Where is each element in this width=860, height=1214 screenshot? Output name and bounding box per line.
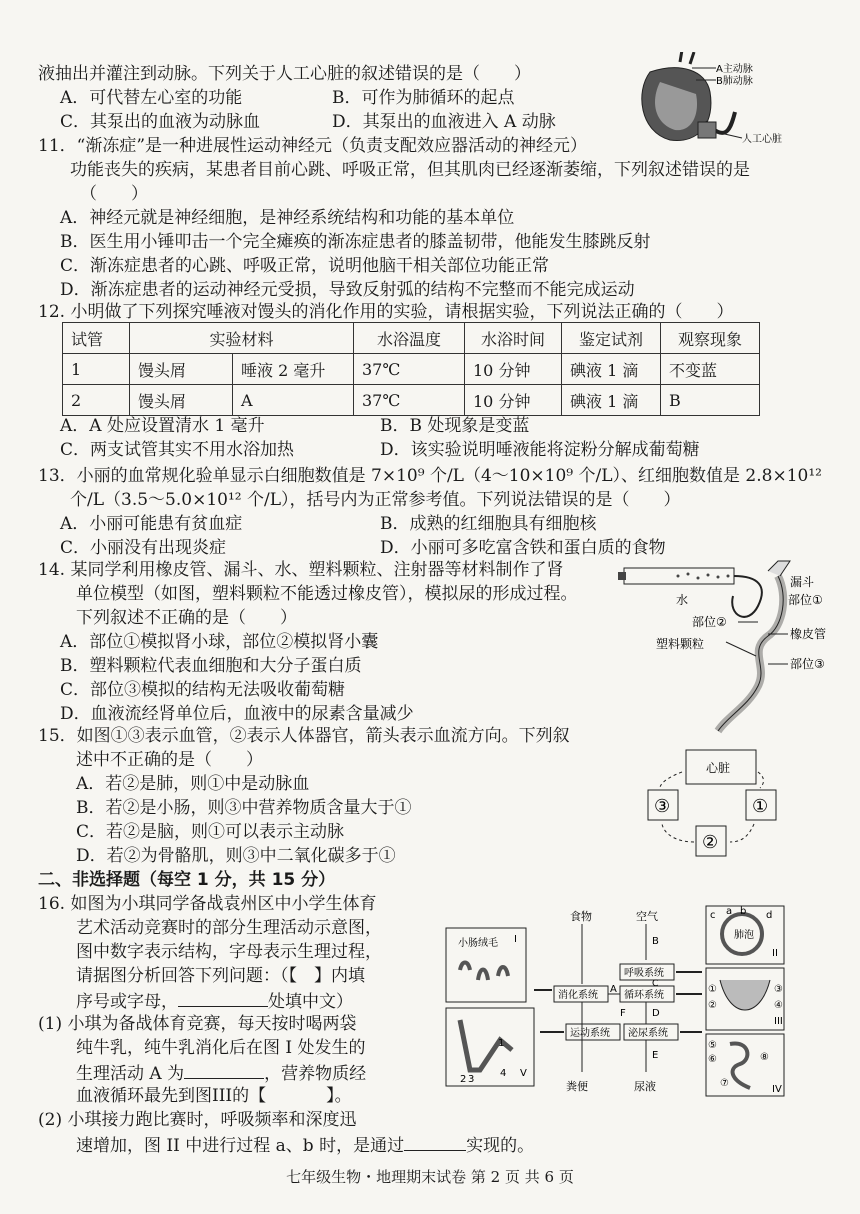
q16-2-line-1: (2) 小琪接力跑比赛时，呼吸频率和深度迅	[38, 1110, 357, 1130]
label-part-2: 部位②	[692, 615, 727, 629]
q16-stem-5	[76, 988, 353, 1014]
q16-1-line-4a: 血液循环最先到图III的【	[76, 1086, 267, 1106]
q16-2-line-2b: 实现的。	[466, 1136, 535, 1156]
q11-option-c: C．渐冻症患者的心跳、呼吸正常，说明他脑干相关部位功能正常	[60, 256, 550, 276]
q10-option-c: C．其泵出的血液为动脉血	[60, 112, 261, 132]
box-urinary: 泌尿系统	[628, 1028, 668, 1039]
letter-C: C	[652, 979, 659, 989]
label-rubber-tube: 橡皮管	[790, 627, 827, 641]
q12-stem: 12. 小明做了下列探究唾液对馒头的消化作用的实验，请根据实验，下列说法正确的（ ）	[38, 302, 734, 322]
roman-III: III	[774, 1016, 783, 1027]
q15-option-a: A．若②是肺，则①中是动脉血	[76, 774, 310, 794]
q10-option-d: D．其泵出的血液进入 A 动脉	[332, 112, 556, 132]
num-circle-8: ⑧	[760, 1052, 769, 1063]
blood-circulation-figure	[636, 742, 812, 872]
num-circle-3: ③	[774, 984, 783, 995]
label-part-1: 部位①	[788, 593, 823, 607]
physiology-diagram-figure	[440, 900, 830, 1150]
q15-stem-2: 述中不正确的是（ ）	[76, 750, 263, 770]
q12-option-a: A．A 处应设置清水 1 毫升	[60, 416, 265, 436]
letter-E: E	[652, 1050, 659, 1061]
q11-stem-1: 11．“渐冻症”是一种进展性运动神经元（负责支配效应器活动的神经元）	[38, 136, 588, 156]
roman-IV: IV	[772, 1084, 782, 1095]
label-urine: 尿液	[634, 1080, 656, 1093]
q13-option-a: A．小丽可能患有贫血症	[60, 514, 243, 534]
num-circle-4: ④	[774, 1000, 783, 1011]
table-row	[63, 354, 760, 385]
q10-option-a: A．可代替左心室的功能	[60, 88, 243, 108]
q14-stem-2: 单位模型（如图，塑料颗粒不能透过橡皮管），模拟尿的形成过程。	[76, 584, 578, 604]
letter-a: a	[726, 906, 733, 917]
answer-blank-1[interactable]	[184, 1060, 264, 1079]
table-cell: 10 分钟	[465, 354, 562, 385]
artificial-heart-figure	[630, 52, 820, 152]
num-circle-6: ⑥	[708, 1054, 717, 1065]
q15-stem-1: 15．如图①③表示血管，②表示人体器官，箭头表示血流方向。下列叙	[38, 726, 570, 746]
table-header-row	[63, 323, 760, 354]
num-circle-7: ⑦	[720, 1078, 729, 1089]
q14-option-a: A．部位①模拟肾小球，部位②模拟肾小囊	[60, 632, 379, 652]
q16-1-line-1: (1) 小琪为备战体育竞赛，每天按时喝两袋	[38, 1014, 357, 1034]
q13-option-b: B．成熟的红细胞具有细胞核	[380, 514, 597, 534]
table-cell: A	[233, 385, 354, 416]
label-plastic-particles: 塑料颗粒	[656, 637, 705, 651]
label-b-pulmonary-artery: B肺动脉	[716, 76, 753, 87]
label-heart: 心脏	[706, 761, 731, 775]
q16-stem-4: 请据图分析回答下列问题：（【 】内填	[76, 966, 365, 986]
q11-stem-2: 功能丧失的疾病，某患者目前心跳、呼吸正常，但其肌肉已经逐渐萎缩，下列叙述错误的是	[70, 160, 750, 180]
table-cell: 唾液 2 毫升	[233, 354, 354, 385]
label-alveolus: 肺泡	[734, 930, 754, 941]
label-circle-1: ①	[752, 796, 769, 817]
letter-b: b	[740, 906, 747, 917]
q16-1-line-4	[76, 1084, 352, 1108]
table-row	[63, 385, 760, 416]
table-cell: 不变蓝	[661, 354, 760, 385]
roman-I: I	[514, 934, 517, 945]
label-circle-2: ②	[702, 832, 719, 853]
table-cell: 馒头屑	[130, 354, 233, 385]
nephron-model-figure	[618, 556, 830, 736]
num-2: 2	[460, 1074, 467, 1085]
table-cell: B	[661, 385, 760, 416]
label-a-aorta: A主动脉	[716, 64, 753, 75]
q12-option-d: D．该实验说明唾液能将淀粉分解成葡萄糖	[380, 440, 700, 460]
table-cell: 2	[63, 385, 130, 416]
label-water: 水	[676, 593, 689, 607]
letter-A: A	[610, 984, 617, 995]
box-respiratory: 呼吸系统	[624, 968, 664, 979]
q14-stem-1: 14. 某同学利用橡皮管、漏斗、水、塑料颗粒、注射器等材料制作了肾	[38, 560, 564, 580]
q16-1-line-2: 纯牛乳，纯牛乳消化后在图 I 处发生的	[76, 1038, 366, 1058]
q16-1-line-3	[76, 1060, 366, 1086]
num-circle-2: ②	[708, 1000, 717, 1011]
page-footer: 七年级生物・地理期末试卷 第 2 页 共 6 页	[286, 1168, 574, 1186]
table-header: 鉴定试剂	[562, 323, 661, 354]
num-3: 3	[468, 1074, 475, 1085]
q16-stem-5b: 处填中文）	[268, 992, 353, 1012]
q11-option-b: B．医生用小锤叩击一个完全瘫痪的渐冻症患者的膝盖韧带，他能发生膝跳反射	[60, 232, 651, 252]
label-part-3: 部位③	[790, 657, 825, 671]
q13-stem-2: 个/L（3.5～5.0×10¹² 个/L），括号内为正常参考值。下列说法错误的是（ ）	[70, 490, 681, 510]
num-circle-5: ⑤	[708, 1040, 717, 1051]
q16-1-line-3a: 生理活动 A 为	[76, 1064, 185, 1084]
letter-d: d	[766, 910, 773, 921]
table-header: 观察现象	[661, 323, 760, 354]
q12-option-c: C．两支试管其实不用水浴加热	[60, 440, 295, 460]
q16-stem-3: 图中数字表示结构，字母表示生理过程，	[76, 942, 382, 962]
q11-stem-3: （ ）	[80, 184, 148, 204]
table-cell: 碘液 1 滴	[562, 385, 661, 416]
q13-option-d: D．小丽可多吃富含铁和蛋白质的食物	[380, 538, 666, 558]
table-cell: 馒头屑	[130, 385, 233, 416]
q12-option-b: B．B 处现象是变蓝	[380, 416, 530, 436]
letter-F: F	[620, 1008, 626, 1019]
label-artificial-heart: 人工心脏	[742, 134, 782, 145]
experiment-table	[62, 322, 760, 416]
q16-2-line-2a: 速增加，图 II 中进行过程 a、b 时，是通过	[76, 1136, 405, 1156]
table-cell: 10 分钟	[465, 385, 562, 416]
table-header: 水浴时间	[465, 323, 562, 354]
roman-V: V	[520, 1068, 527, 1079]
table-cell: 37℃	[354, 354, 465, 385]
label-villus: 小肠绒毛	[458, 938, 498, 949]
section-2-title: 二、非选择题（每空 1 分，共 15 分）	[38, 870, 336, 890]
box-digestive: 消化系统	[558, 990, 598, 1001]
table-header: 水浴温度	[354, 323, 465, 354]
roman-II: II	[772, 948, 778, 959]
q13-stem-1: 13．小丽的血常规化验单显示白细胞数值是 7×10⁹ 个/L（4～10×10⁹ 个/L）、红细胞数值是 2.8×10¹²	[38, 466, 822, 486]
box-circulatory: 循环系统	[624, 990, 664, 1001]
table-cell: 1	[63, 354, 130, 385]
table-cell: 37℃	[354, 385, 465, 416]
q16-stem-5a: 序号或字母，	[76, 992, 178, 1012]
table-cell: 碘液 1 滴	[562, 354, 661, 385]
q10-stem: 液抽出并灌注到动脉。下列关于人工心脏的叙述错误的是（ ）	[38, 64, 531, 84]
q14-option-b: B．塑料颗粒代表血细胞和大分子蛋白质	[60, 656, 362, 676]
label-air: 空气	[636, 910, 658, 923]
q14-stem-3: 下列叙述不正确的是（ ）	[76, 608, 297, 628]
q15-option-b: B．若②是小肠，则③中营养物质含量大于①	[76, 798, 412, 818]
q15-option-c: C．若②是脑，则①可以表示主动脉	[76, 822, 345, 842]
q16-stem-2: 艺术活动竞赛时的部分生理活动示意图，	[76, 918, 382, 938]
num-circle-1: ①	[708, 984, 717, 995]
label-food: 食物	[570, 910, 592, 923]
q14-option-d: D．血液流经肾单位后，血液中的尿素含量减少	[60, 704, 414, 724]
label-funnel: 漏斗	[790, 575, 815, 589]
q13-option-c: C．小丽没有出现炎症	[60, 538, 227, 558]
q11-option-d: D．渐冻症患者的运动神经元受损，导致反射弧的结构不完整而不能完成运动	[60, 280, 635, 300]
table-header: 试管	[63, 323, 130, 354]
letter-c: c	[710, 910, 716, 921]
q11-option-a: A．神经元就是神经细胞，是神经系统结构和功能的基本单位	[60, 208, 515, 228]
letter-D: D	[652, 1008, 660, 1019]
letter-B: B	[652, 936, 659, 947]
q15-option-d: D．若②为骨骼肌，则③中二氧化碳多于①	[76, 846, 396, 866]
q14-option-c: C．部位③模拟的结构无法吸收葡萄糖	[60, 680, 346, 700]
label-circle-3: ③	[654, 796, 671, 817]
q10-option-b: B．可作为肺循环的起点	[332, 88, 515, 108]
q16-blank-chinese	[178, 988, 268, 1007]
num-4: 4	[500, 1068, 507, 1079]
q16-1-line-3b: ，营养物质经	[264, 1064, 367, 1084]
label-feces: 粪便	[566, 1080, 588, 1093]
num-1: 1	[498, 1038, 505, 1049]
box-motor: 运动系统	[570, 1028, 610, 1039]
q16-stem-1: 16. 如图为小琪同学备战袁州区中小学生体育	[38, 894, 377, 914]
table-header: 实验材料	[130, 323, 354, 354]
q16-1-line-4b: 】。	[326, 1086, 352, 1106]
